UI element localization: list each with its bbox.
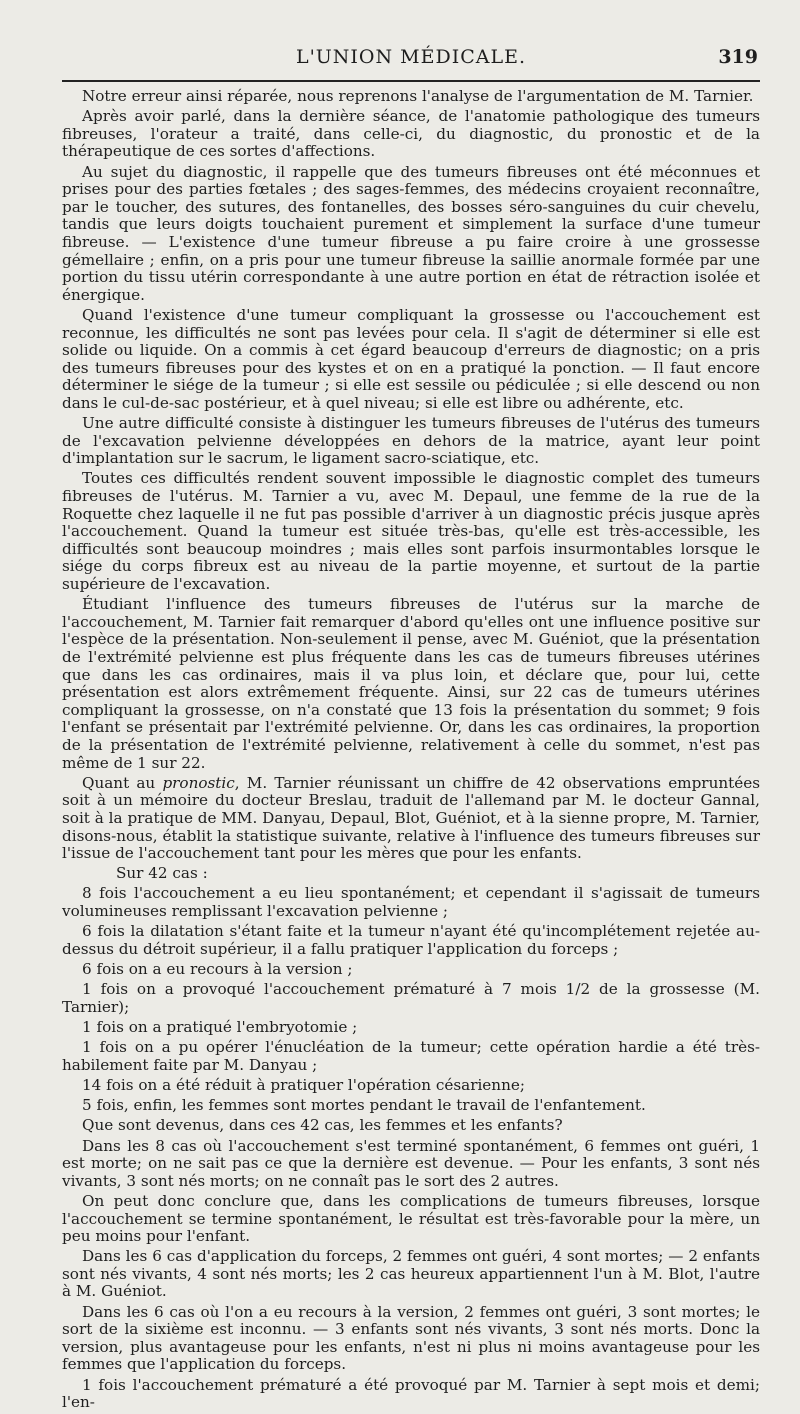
case-item: 14 fois on a été réduit à pratiquer l'opération césarienne; (82, 1075, 525, 1094)
paragraph: Notre erreur ainsi réparée, nous reprenons l'analyse de l'argumentation de M. Tarnier. (82, 87, 754, 105)
header-rule (62, 80, 760, 82)
case-item: 1 fois on a pu opérer l'énucléation de la tumeur; cette opération hardie a été très-habilement faite par M. Danyau ; (62, 1038, 760, 1074)
case-item: 6 fois la dilatation s'étant faite et la tumeur n'ayant été qu'incomplétement rejetée au-dessus du détroit supérieur, il a fallu pratiquer l'application du forceps ; (62, 922, 760, 958)
paragraph: 1 fois l'accouchement prématuré a été provoqué par M. Tarnier à sept mois et demi; l'en- (62, 1375, 760, 1412)
case-item: 6 fois on a eu recours à la version ; (82, 960, 353, 979)
text-run: Quant au (82, 773, 163, 792)
italic-term: pronostic (162, 773, 235, 792)
article-body (62, 88, 760, 1414)
paragraph: Dans les 6 cas d'application du forceps, 2 femmes ont guéri, 4 sont mortes; — 2 enfants sont nés vivants, 4 sont nés morts; les 2 cas heureux appartiennent l'un à M. Blot, l'autre à M. Guéniot. (62, 1247, 760, 1301)
case-item: 1 fois on a pratiqué l'embryotomie ; (82, 1018, 358, 1036)
paragraph: On peut donc conclure que, dans les complications de tumeurs fibreuses, lorsque l'accouchement se termine spontanément, le résultat est très-favorable pour la mère, un peu moins pour l'enfant. (62, 1191, 760, 1246)
paragraph-pronostic (62, 775, 760, 863)
paragraph: Dans les 8 cas où l'accouchement s'est terminé spontanément, 6 femmes ont guéri, 1 est morte; on ne sait pas ce que la dernière est devenue. — Pour les enfants, 3 sont nés vivants, 3 sont nés morts; on ne connaît pas le sort des 2 autres. (62, 1136, 760, 1190)
paragraph: Au sujet du diagnostic, il rappelle que des tumeurs fibreuses ont été méconnues et prises pour des parties fœtales ; des sages-femmes, des médecins croyaient reconnaître, par le toucher, des sutures, des fontanelles, des bosses séro-sanguines du cuir chevelu, tandis que leurs doigts touchaient purement et simplement la surface d'une tumeur fibreuse. — L'existence d'une tumeur fibreuse a pu faire croire à une grossesse gémellaire ; enfin, on a pris pour une tumeur fibreuse la saillie anormale formée par une portion du tissu utérin correspondante à une autre portion en état de rétraction isolée et énergique. (62, 162, 760, 304)
paragraph: Que sont devenus, dans ces 42 cas, les femmes et les enfants? (82, 1116, 563, 1135)
paragraph: Quand l'existence d'une tumeur compliquant la grossesse ou l'accouchement est reconnue, les difficultés ne sont pas levées pour cela. Il s'agit de déterminer si elle est solide ou liquide. On a commis à cet égard beaucoup d'erreurs de diagnostic; on a pris des tumeurs fibreuses pour des kystes et on en a pratiqué la ponction. — Il faut encore déterminer le siége de la tumeur ; si elle est sessile ou pédiculée ; si elle descend ou non dans le cul-de-sac postérieur, et à quel niveau; si elle est libre ou adhérente, etc. (62, 305, 760, 412)
page-number: 319 (718, 46, 758, 68)
paragraph: Dans les 6 cas où l'on a eu recours à la version, 2 femmes ont guéri, 3 sont mortes; le sort de la sixième est inconnu. — 3 enfants sont nés vivants, 3 sont nés morts. Donc la version, plus avantageuse pour les enfants, n'est ni plus ni moins avantageuse pour les femmes que l'application du forceps. (62, 1302, 760, 1374)
text-run: , M. Tarnier réunissant un chiffre de 42 observations empruntées soit à un mémoire du docteur Breslau, traduit de l'allemand par M. le docteur Gannal, soit à la pratique de MM. Danyau, Depaul, Blot, Guéniot, et à la sienne propre, M. Tarnier, disons-nous, établit la statistique suivante, relative à l'influence des tumeurs fibreuses sur l'issue de l'accouchement tant pour les mères que pour les enfants. (62, 773, 761, 863)
case-item: 5 fois, enfin, les femmes sont mortes pendant le travail de l'enfantement. (82, 1096, 646, 1115)
paragraph: Toutes ces difficultés rendent souvent impossible le diagnostic complet des tumeurs fibreuses de l'utérus. M. Tarnier a vu, avec M. Depaul, une femme de la rue de la Roquette chez laquelle il ne fut pas possible d'arriver à un diagnostic précis jusque après l'accouchement. Quand la tumeur est située très-bas, qu'elle est très-accessible, les difficultés sont beaucoup moindres ; mais elles sont parfois insurmontables lorsque le siége du corps fibreux est au niveau de la partie moyenne, et surtout de la partie supérieure de l'excavation. (62, 469, 760, 593)
case-item: 1 fois on a provoqué l'accouchement prématuré à 7 mois 1/2 de la grossesse (M. Tarnier); (62, 980, 760, 1016)
paragraph: Après avoir parlé, dans la dernière séance, de l'anatomie pathologique des tumeurs fibreuses, l'orateur a traité, dans celle-ci, du diagnostic, du pronostic et de la thérapeutique de ces sortes d'affections. (62, 107, 760, 161)
paragraph: Une autre difficulté consiste à distinguer les tumeurs fibreuses de l'utérus des tumeurs de l'excavation pelvienne développées en dehors de la matrice, ayant leur point d'implantation sur le sacrum, le ligament sacro-sciatique, etc. (62, 414, 760, 468)
paragraph: Étudiant l'influence des tumeurs fibreuses de l'utérus sur la marche de l'accouchement, M. Tarnier fait remarquer d'abord qu'elles ont une influence positive sur l'espèce de la présentation. Non-seulement il pense, avec M. Guéniot, que la présentation de l'extrémité pelvienne est plus fréquente dans les cas de tumeurs fibreuses utérines que dans les cas ordinaires, mais il va plus loin, et déclare que, pour lui, cette présentation est alors extrêmement fréquente. Ainsi, sur 22 cas de tumeurs utérines compliquant la grossesse, on n'a constaté que 13 fois la présentation du sommet; 9 fois l'enfant se présentait par l'extrémité pelvienne. Or, dans les cas ordinaires, la proportion de la présentation de l'extrémité pelvienne, relativement à celle du sommet, n'est pas même de 1 sur 22. (62, 595, 760, 772)
page-header (62, 44, 760, 74)
running-title: L'UNION MÉDICALE. (295, 46, 527, 68)
cases-intro: Sur 42 cas : (116, 864, 208, 883)
case-item: 8 fois l'accouchement a eu lieu spontanément; et cependant il s'agissait de tumeurs volumineuses remplissant l'excavation pelvienne ; (62, 884, 760, 921)
